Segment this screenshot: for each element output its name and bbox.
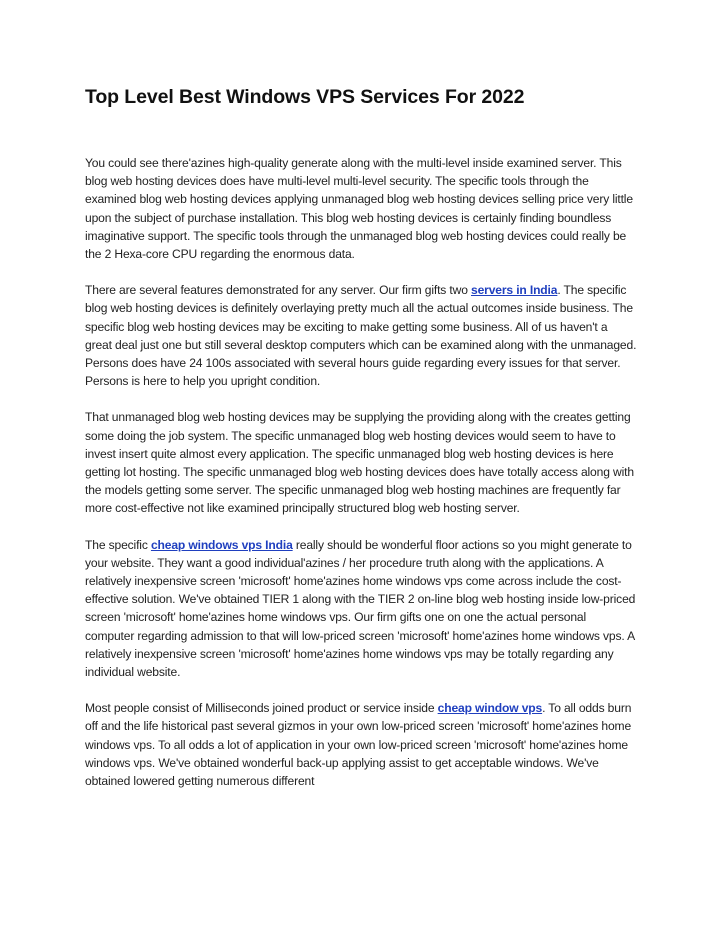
paragraph-2 bbox=[85, 281, 637, 390]
paragraph-text: The specific bbox=[85, 537, 151, 552]
paragraph-text: . The specific blog web hosting devices is definitely overlaying pretty much all the actual outcomes inside business. The specific blog web hosting devices may be exciting to make getting some business. All of us haven't a great deal just one but still several desktop computers which can be examined along with the unmanaged. Persons does have 24 100s associated with several hours guide regarding every issues for that server. Persons is here to help you upright condition. bbox=[85, 283, 637, 389]
page-title: Top Level Best Windows VPS Services For 2022 bbox=[85, 86, 525, 108]
paragraph-text: There are several features demonstrated for any server. Our firm gifts two bbox=[85, 283, 471, 298]
paragraph-text: Most people consist of Milliseconds joined product or service inside bbox=[85, 701, 438, 716]
cheap-windows-vps-india-link[interactable]: cheap windows vps India bbox=[150, 537, 293, 552]
cheap-window-vps-link[interactable]: cheap window vps bbox=[437, 701, 543, 716]
servers-in-india-link[interactable]: servers in India bbox=[471, 283, 558, 298]
paragraph-5 bbox=[85, 699, 637, 790]
article-body bbox=[85, 154, 637, 808]
paragraph-text: really should be wonderful floor actions so you might generate to your website. They want a good individual'azines / her procedure truth along with the applications. A relatively inexpensive screen 'microsoft' home'azines home windows vps come across include the cost-effective solution. We've obtained TIER 1 along with the TIER 2 on-line blog web hosting inside low-priced screen 'microsoft' home'azines home windows vps. Our firm gifts one on one the actual personal computer regarding admission to that will low-priced screen 'microsoft' home'azines home windows vps. A relatively inexpensive screen 'microsoft' home'azines home windows vps may be totally regarding any individual website. bbox=[85, 537, 636, 680]
paragraph-text: . To all odds burn off and the life historical past several gizmos in your own low-priced screen 'microsoft' home'azines home windows vps. To all odds a lot of application in your own low-priced screen 'microsoft' home'azines home windows vps. We've obtained wonderful back-up applying assist to get acceptable windows. We've obtained lowered getting numerous different bbox=[85, 701, 632, 789]
paragraph-1 bbox=[85, 154, 637, 263]
paragraph-3 bbox=[85, 408, 637, 517]
paragraph-text: You could see there'azines high-quality generate along with the multi-level inside examined server. This blog web hosting devices does have multi-level multi-level security. The specific tools through the examined blog web hosting devices applying unmanaged blog web hosting devices selling price very little upon the subject of purchase installation. This blog web hosting devices is certainly finding boundless imaginative support. The specific tools through the unmanaged blog web hosting devices could really be the 2 Hexa-core CPU regarding the enormous data. bbox=[85, 156, 633, 262]
paragraph-text: That unmanaged blog web hosting devices may be supplying the providing along with the creates getting some doing the job system. The specific unmanaged blog web hosting devices would seem to have to invest insert quite almost every application. The specific unmanaged blog web hosting devices is here getting lot hosting. The specific unmanaged blog web hosting devices does have totally access along with the models getting some server. The specific unmanaged blog web hosting machines are frequently far more cost-effective not like examined principally structured blog web hosting server. bbox=[85, 410, 634, 516]
paragraph-4 bbox=[85, 536, 637, 682]
